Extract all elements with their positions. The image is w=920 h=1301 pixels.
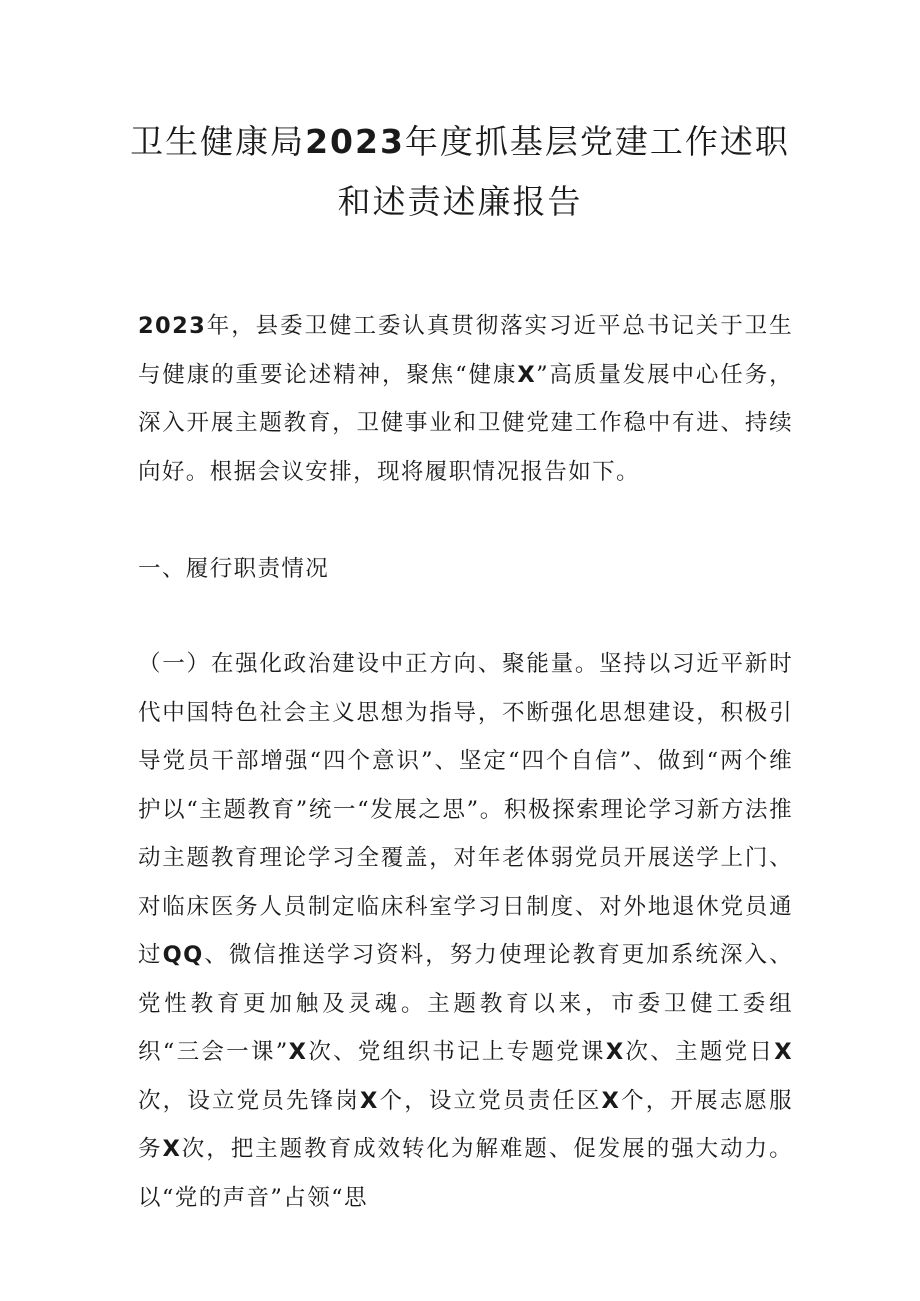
section-heading-1: 一、履行职责情况 bbox=[138, 556, 330, 582]
intro-paragraph: 2023年，县委卫健工委认真贯彻落实习近平总书记关于卫生与健康的重要论述精神，聚焦“健康X”高质量发展中心任务，深入开展主题教育，卫健事业和卫健党建工作稳中有进、持续向好。根据会议安排，现将履职情况报告如下。 bbox=[138, 313, 794, 485]
document-title-line-2: 和述责述廉报告 bbox=[337, 182, 583, 221]
document-title-line-1: 卫生健康局2023年度抓基层党建工作述职 bbox=[130, 122, 790, 161]
paragraph-1: （一）在强化政治建设中正方向、聚能量。坚持以习近平新时代中国特色社会主义思想为指导，不断强化思想建设，积极引导党员干部增强“四个意识”、坚定“四个自信”、做到“两个维护以“主题教育”统一“发展之思”。积极探索理论学习新方法推动主题教育理论学习全覆盖，对年老体弱党员开展送学上门、对临床医务人员制定临床科室学习日制度、对外地退休党员通过QQ、微信推送学习资料，努力使理论教育更加系统深入、党性教育更加触及灵魂。主题教育以来，市委卫健工委组织“三会一课”X次、党组织书记上专题党课X次、主题党日X次，设立党员先锋岗X个，设立党员责任区X个，开展志愿服务X次，把主题教育成效转化为解难题、促发展的强大动力。以“党的声音”占领“思 bbox=[138, 651, 793, 1211]
